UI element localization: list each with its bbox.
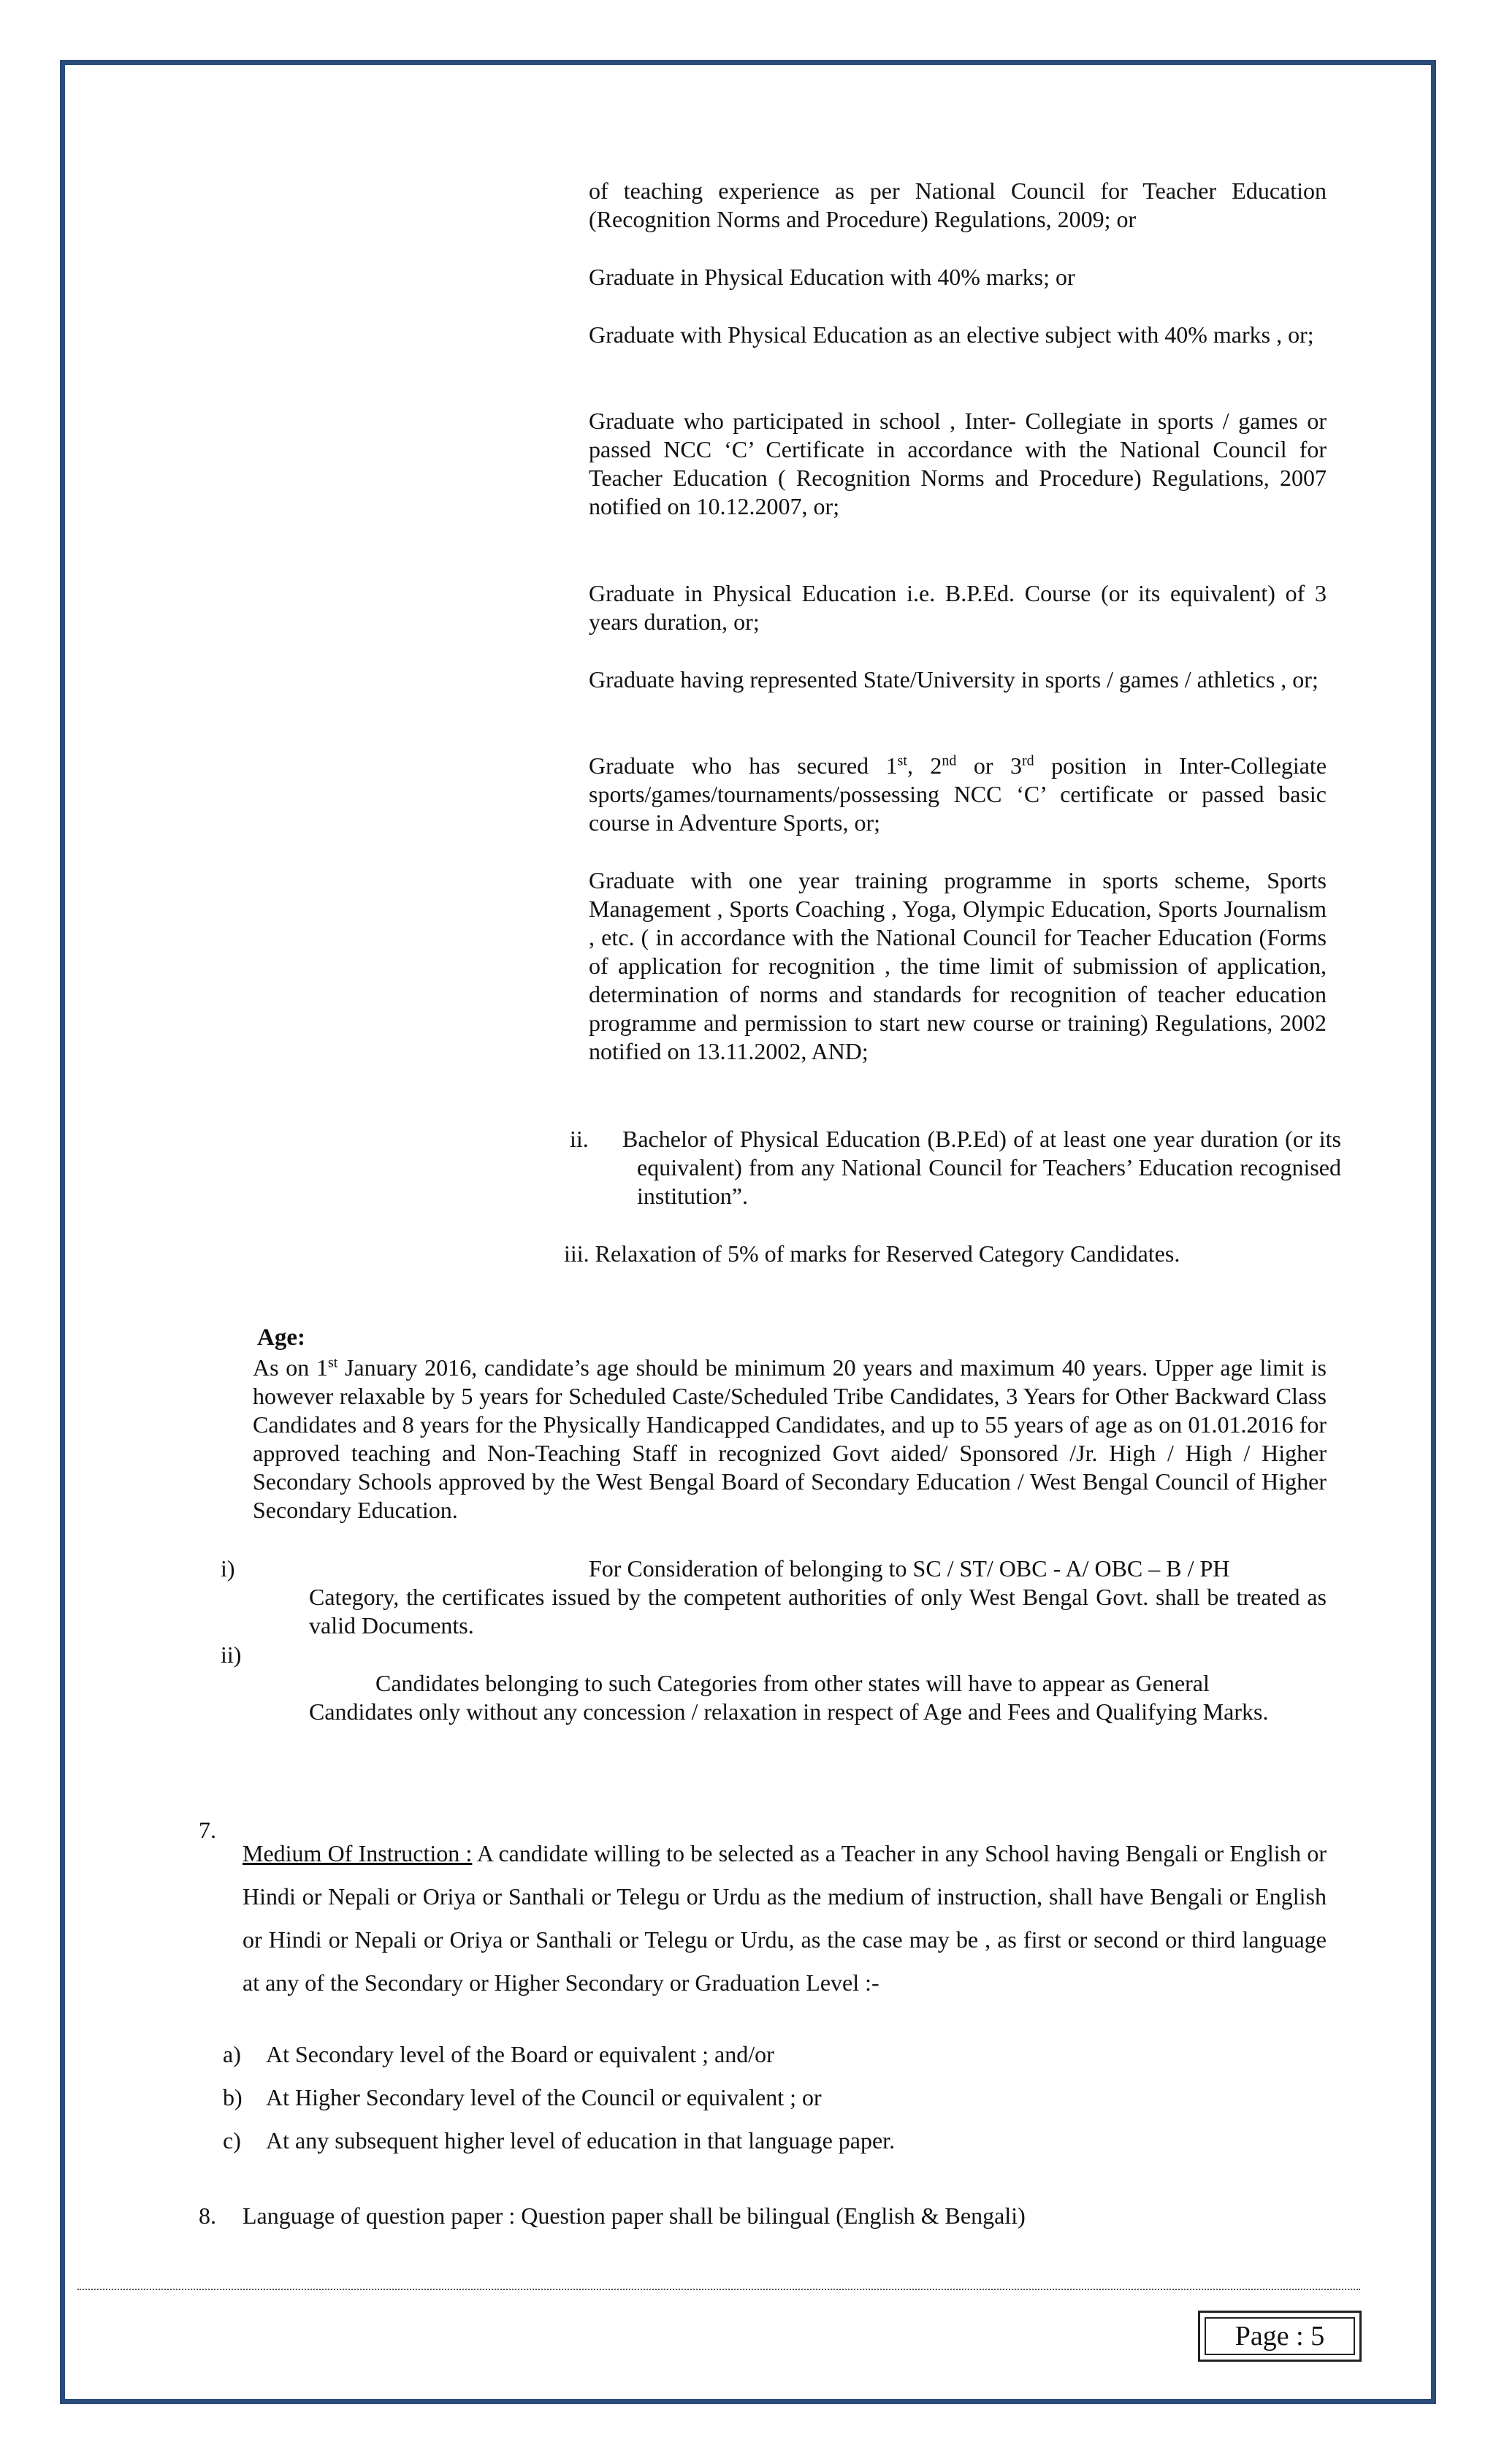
level-c-text: At any subsequent higher level of education in that language paper. bbox=[266, 2127, 896, 2154]
qualification-training-programme: Graduate with one year training programme in sports scheme, Sports Management , Sports Coaching , Yoga, Olympic Education, Sports Journalism , etc. ( in accordance with the National Council for Teacher Education (Forms of application for recognition , the time limit of submission of application, determination of norms and standards for recognition of teacher education programme and permission to start new course or training) Regulations, 2002 notified on 13.11.2002, AND; bbox=[589, 867, 1327, 1064]
item-iii-relaxation: iii. Relaxation of 5% of marks for Reserved Category Candidates. bbox=[564, 1240, 1180, 1267]
qualification-elective-subject: Graduate with Physical Education as an elective subject with 40% marks , or; bbox=[589, 321, 1314, 348]
section-7-number: 7. bbox=[199, 1817, 216, 1843]
qualification-school-ncc: Graduate who participated in school , Inter- Collegiate in sports / games or passed NCC ‘C’ Certificate in accordance with the National Council for Teacher Education ( Recognition Norms and Procedure) Regulations, 2007 notified on 10.12.2007, or; bbox=[589, 408, 1327, 519]
note-i-rest: Category, the certificates issued by the competent authorities of only West Bengal Govt. shall be treated as valid Documents. bbox=[309, 1584, 1327, 1639]
note-i-label: i) bbox=[221, 1555, 235, 1582]
page-number-box bbox=[1198, 2311, 1362, 2362]
level-b-label: b) bbox=[223, 2084, 243, 2110]
item-ii-text: Bachelor of Physical Education (B.P.Ed) of at least one year duration (or its equivalent) from any National Council for Teachers’ Education recognised institution”. bbox=[622, 1126, 1341, 1209]
qualification-graduate-40-marks: Graduate in Physical Education with 40% marks; or bbox=[589, 264, 1075, 290]
section-8-language-of-question-paper: Language of question paper : Question paper shall be bilingual (English & Bengali) bbox=[243, 2202, 1026, 2229]
qualification-state-university: Graduate having represented State/University in sports / games / athletics , or; bbox=[589, 666, 1318, 693]
note-ii-lead: Candidates belonging to such Categories from other states will have to appear as General bbox=[375, 1670, 1210, 1696]
qualification-position-intercollegiate: Graduate who has secured 1st, 2nd or 3rd position in Inter-Collegiate sports/games/tournaments/possessing NCC ‘C’ certificate or passed basic course in Adventure Sports, or; bbox=[589, 752, 1327, 836]
section-7-title: Medium Of Instruction : bbox=[243, 1840, 473, 1866]
qualification-teaching-experience: of teaching experience as per National Council for Teacher Education (Recognition Norms and Procedure) Regulations, 2009; or bbox=[589, 178, 1327, 232]
qualification-bped-3years: Graduate in Physical Education i.e. B.P.Ed. Course (or its equivalent) of 3 years duration, or; bbox=[589, 580, 1327, 635]
note-ii-label: ii) bbox=[221, 1641, 242, 1668]
footer-divider bbox=[77, 2289, 1360, 2290]
level-a-text: At Secondary level of the Board or equivalent ; and/or bbox=[266, 2041, 774, 2067]
level-b-text: At Higher Secondary level of the Council or equivalent ; or bbox=[266, 2084, 822, 2110]
age-paragraph: As on 1st January 2016, candidate’s age should be minimum 20 years and maximum 40 years. Upper age limit is however relaxable by 5 years for Scheduled Caste/Scheduled Tribe Candidates, 3 Years for Other Backward Class Candidates and 8 years for the Physically Handicapped Candidates, and up to 55 years of age as on 01.01.2016 for approved teaching and Non-Teaching Staff in recognized Govt aided/ Sponsored /Jr. High / High / Higher Secondary Schools approved by the West Bengal Board of Secondary Education / West Bengal Council of Higher Secondary Education. bbox=[253, 1354, 1327, 1523]
page-number: Page : 5 bbox=[1205, 2317, 1355, 2355]
age-heading: Age: bbox=[257, 1324, 305, 1351]
item-ii-label: ii. bbox=[570, 1126, 589, 1152]
section-7-medium-of-instruction: Medium Of Instruction : A candidate willing to be selected as a Teacher in any School having Bengali or English or Hindi or Nepali or Oriya or Santhali or Telegu or Urdu as the medium of instruction, shall have Bengali or English or Hindi or Nepali or Oriya or Santhali or Telegu or Urdu, as the case may be , as first or second or third language at any of the Secondary or Higher Secondary or Graduation Level :- bbox=[243, 1840, 1327, 1996]
section-8-number: 8. bbox=[199, 2202, 216, 2229]
note-i-lead: For Consideration of belonging to SC / ST/ OBC - A/ OBC – B / PH bbox=[589, 1555, 1230, 1582]
level-c-label: c) bbox=[223, 2127, 241, 2154]
level-a-label: a) bbox=[223, 2041, 241, 2067]
note-ii-rest: Candidates only without any concession / relaxation in respect of Age and Fees and Qualifying Marks. bbox=[309, 1698, 1269, 1725]
